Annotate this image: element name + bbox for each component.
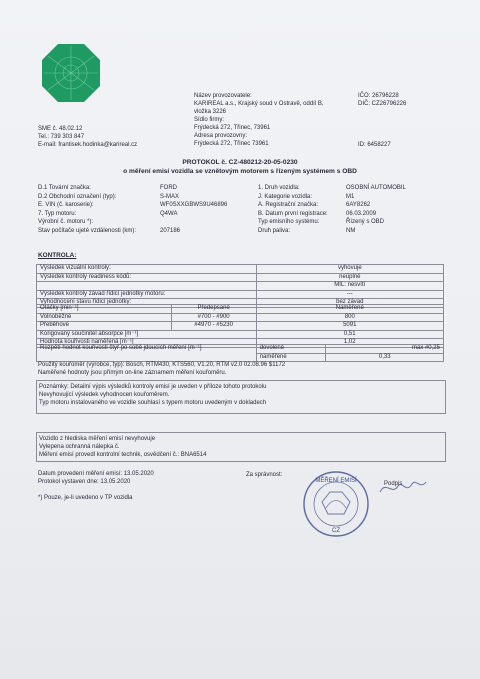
table-row	[37, 313, 444, 322]
vehicle-row	[258, 201, 448, 210]
vehicle-value: Q4WA	[160, 210, 178, 217]
provozovna-address: Frýdecká 272, Třinec 73961	[194, 141, 269, 147]
kontrola-heading: KONTROLA:	[38, 252, 77, 259]
vehicle-row	[38, 218, 258, 227]
control-table	[36, 264, 444, 308]
vehicle-value: 6AY8262	[346, 202, 371, 209]
row-label	[37, 282, 257, 291]
row-label: Výsledek vizuální kontroly:	[37, 265, 257, 274]
vehicle-row	[258, 210, 448, 219]
measured-value: 0,33	[326, 353, 444, 362]
station-id: ID: 6458227	[358, 142, 391, 148]
row-label: Výsledek kontroly závad řídicí jednotky motoru:	[37, 290, 257, 299]
row-label: Vyhodnocení stavu řídicí jednotky:	[37, 299, 257, 308]
row-meas: 1,02	[256, 339, 443, 348]
vehicle-row	[258, 227, 448, 236]
vehicle-label: E. VIN (č. karoserie):	[38, 202, 94, 209]
protocol-title: PROTOKOL č. CZ-480212-20-05-0230	[182, 159, 298, 166]
spread-table	[36, 344, 444, 362]
signature-icon	[376, 472, 446, 502]
note-line: Poznámky: Detailní výpis výsledků kontroly emisí je uveden v příloze tohoto protokolu	[39, 384, 267, 390]
row-meas: 5091	[256, 322, 443, 331]
operator-name: KARIREAL a.s., Krajský soud v Ostravě, oddíl B,	[194, 101, 324, 107]
signature-label: Podpis	[384, 481, 403, 487]
row-meas: 0,51	[256, 330, 443, 339]
vehicle-row	[258, 184, 448, 193]
table-row	[37, 330, 444, 339]
row-label: Výsledek kontroly readiness kódů:	[37, 273, 257, 282]
row-value: MIL: nesvítí	[256, 282, 443, 291]
result-line: Vylepena ochranná nálepka č.	[39, 444, 120, 450]
provozovna-label: Adresa provozovny:	[194, 133, 248, 139]
table-row	[37, 282, 444, 291]
row-label: Volnoběžné	[37, 313, 172, 322]
measurement-table	[36, 304, 444, 348]
vehicle-label: Stav počítače ujeté vzdálenosti (km):	[38, 227, 137, 234]
row-label: Korigovaný součinitel absorpce [m⁻¹]	[37, 330, 257, 339]
row-label: Přeběhové	[37, 322, 172, 331]
vehicle-value: OSOBNÍ AUTOMOBIL	[346, 185, 406, 191]
result-line: Měření emisí provedl kontrolní technik, osvědčení č.: BNA6514	[39, 452, 207, 458]
protocol-subtitle: o měření emisí vozidla se vznětovým motorem s řízeným systémem s OBD	[123, 168, 357, 175]
row-value: vyhovuje	[256, 265, 443, 274]
vehicle-label: Typ emisního systému:	[258, 219, 320, 226]
row-label: Otáčky [min⁻¹]	[37, 305, 172, 314]
result-box	[36, 432, 446, 462]
row-meas: 800	[256, 313, 443, 322]
vehicle-value: S-MAX	[160, 193, 180, 200]
seat-label: Sídlo firmy:	[194, 117, 225, 123]
vehicle-row	[38, 210, 258, 219]
row-pred: #4970 - #5230	[171, 322, 256, 331]
footnote: *) Pouze, je-li uvedeno v TP vozidla	[38, 495, 133, 501]
vehicle-value: 207186	[160, 227, 181, 234]
allowed-value: max #0,25	[326, 345, 444, 354]
allowed-label: dovolené	[256, 345, 326, 354]
seat-address: Frýdecká 272, Třinec, 73961	[194, 125, 271, 131]
vehicle-label: Výrobní č. motoru *):	[38, 219, 94, 226]
vehicle-row	[258, 218, 448, 227]
vehicle-value: Řízený s OBD	[346, 219, 385, 226]
station-logo-icon	[40, 42, 102, 104]
vehicle-label: 1. Druh vozidla:	[258, 185, 300, 191]
table-row	[37, 322, 444, 331]
stamp-text: MĚŘENÍ EMISÍ	[315, 478, 357, 484]
row-meas: Naměřené	[256, 305, 443, 314]
measurement-date: Datum provedení měření emisí: 13.05.2020	[38, 471, 154, 477]
ico: IČO: 26796228	[358, 93, 399, 99]
vehicle-value: 06.03.2009	[346, 210, 377, 217]
station-email: E-mail: frantisek.hodinka@karireal.cz	[38, 142, 138, 148]
row-pred: Předepsané	[171, 305, 256, 314]
note-line: Typ motoru instalovaného ve vozidle souhlasí s typem motoru uvedeným v dokladech	[39, 400, 267, 406]
dic: DIČ: CZ26796226	[358, 101, 407, 107]
meter-used: Použitý kouřoměr (výrobce, typ): Bosch, RTM430, KTS560, V1.20, RTM v2.0 02.08.96 $1172	[38, 362, 286, 368]
vehicle-row	[258, 193, 448, 202]
notes-box	[36, 380, 446, 414]
vehicle-label: J. Kategorie vozidla:	[258, 193, 313, 200]
vehicle-value: NM	[346, 227, 356, 234]
stamp-sub: CZ	[332, 528, 340, 534]
vehicle-value: FORD	[160, 185, 177, 191]
row-label: Hodnota kouřivosti naměřená [m⁻¹]	[37, 339, 257, 348]
official-stamp-icon	[300, 468, 372, 540]
issue-date: Protokol vystaven dne: 13.05.2020	[38, 479, 131, 485]
row-pred: #700 - #900	[171, 313, 256, 322]
row-value: ---	[256, 290, 443, 299]
row-value: neúplné	[256, 273, 443, 282]
vehicle-row	[38, 193, 258, 202]
vehicle-row	[38, 201, 258, 210]
table-row	[37, 305, 444, 314]
spread-label: Rozpětí hodnot kouřivosti čtyř po sobě jdoucích měření [m⁻¹]	[37, 345, 257, 362]
note-line: Nevyhovující výsledek vyhodnocen kouřoměrem.	[39, 392, 170, 398]
correctness-label: Za správnost:	[246, 472, 283, 478]
vehicle-row	[38, 227, 258, 236]
sme-number: SME č. 48.02.12	[38, 126, 83, 132]
vehicle-label: A. Registrační značka:	[258, 202, 319, 209]
vehicle-row	[38, 184, 258, 193]
table-row	[37, 273, 444, 282]
vehicle-label: Druh paliva:	[258, 227, 291, 234]
vehicle-right-block	[258, 184, 448, 236]
vehicle-label: 7. Typ motoru:	[38, 210, 77, 217]
meter-note: Naměřené hodnoty jsou přímým on-line záznamem měření kouřoměru.	[38, 370, 227, 376]
measured-label: naměřené	[256, 353, 326, 362]
vehicle-label: D.1 Tovární značka:	[38, 185, 91, 191]
vehicle-left-block	[38, 184, 258, 236]
row-value: bez závad	[256, 299, 443, 308]
operator-label: Název provozovatele:	[194, 93, 252, 99]
station-phone: Tel.: 739 303 847	[38, 134, 85, 140]
result-line: Vozidlo z hlediska měření emisí nevyhovuje	[39, 436, 156, 442]
vehicle-value: M1	[346, 193, 355, 200]
vehicle-value: WF0SXXGBWS9U46896	[160, 202, 228, 209]
vehicle-label: B. Datum první registrace:	[258, 210, 328, 217]
table-row	[37, 290, 444, 299]
table-row	[37, 265, 444, 274]
vehicle-label: D.2 Obchodní označení (typ):	[38, 193, 117, 200]
operator-reg: vložka 3226	[194, 109, 227, 115]
table-row	[37, 345, 444, 354]
